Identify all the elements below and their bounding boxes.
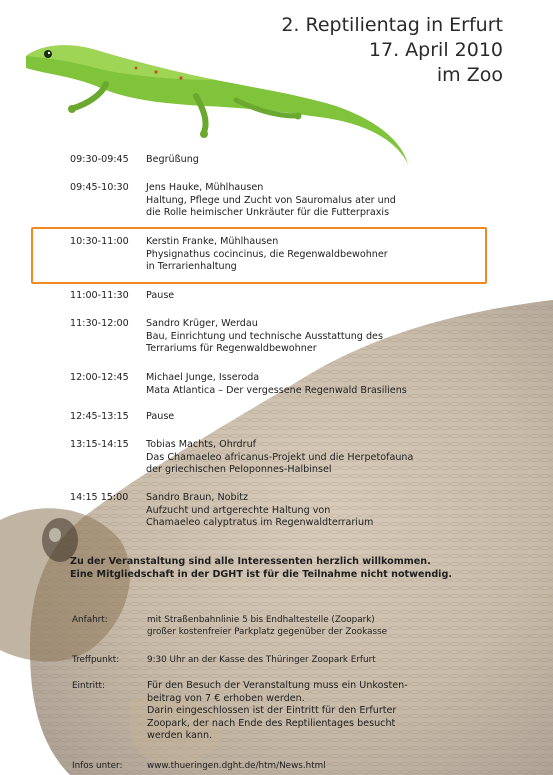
- speaker-name: Sandro Krüger, Werdau: [146, 318, 258, 329]
- infos-url[interactable]: www.thueringen.dght.de/htm/News.html: [147, 761, 326, 771]
- schedule-line: Pause: [146, 411, 175, 422]
- schedule-time: 10:30-11:00: [70, 236, 129, 247]
- speaker-name: Jens Hauke, Mühlhausen: [146, 182, 264, 193]
- welcome-note: Zu der Veranstaltung sind alle Interessenten herzlich willkommen.: [70, 556, 431, 567]
- talk-title: Aufzucht und artgerechte Haltung von: [146, 504, 331, 516]
- talk-title: Mata Atlantica – Der vergessene Regenwald Brasiliens: [146, 384, 407, 396]
- event-location: im Zoo: [436, 64, 503, 86]
- speaker-name: Sandro Braun, Nobitz: [146, 492, 249, 503]
- eintritt-line: Zoopark, der nach Ende des Reptilientages besucht: [147, 717, 396, 729]
- gecko-illustration: [6, 36, 416, 166]
- event-title: 2. Reptilientag in Erfurt: [281, 14, 503, 36]
- talk-title: Bau, Einrichtung und technische Ausstattung des: [146, 330, 383, 342]
- eintritt-line: Darin eingeschlossen ist der Eintritt für den Erfurter: [147, 705, 397, 716]
- schedule-time: 09:45-10:30: [70, 182, 129, 193]
- talk-title: Terrariums für Regenwaldbewohner: [146, 343, 317, 354]
- speaker-name: Michael Junge, Isseroda: [146, 372, 260, 383]
- schedule-line: Pause: [146, 290, 175, 301]
- talk-title: Physignathus cocincinus, die Regenwaldbewohner: [146, 248, 388, 260]
- schedule-time: 11:30-12:00: [70, 318, 129, 329]
- talk-title: in Terrarienhaltung: [146, 261, 237, 272]
- talk-title: die Rolle heimischer Unkräuter für die Futterpraxis: [146, 207, 390, 218]
- eintritt-label: Eintritt:: [72, 681, 105, 691]
- anfahrt-label: Anfahrt:: [72, 615, 108, 625]
- talk-title: Das Chamaeleo africanus-Projekt und die Herpetofauna: [146, 451, 414, 463]
- talk-title: Haltung, Pflege und Zucht von Sauromalus ater und: [146, 194, 396, 206]
- eintritt-text: [147, 680, 477, 743]
- eintritt-line: beitrag von 7 € erhoben werden.: [147, 692, 305, 704]
- schedule-time: 11:00-11:30: [70, 290, 129, 301]
- treffpunkt-label: Treffpunkt:: [72, 655, 120, 665]
- infos-label: Infos unter:: [72, 761, 123, 771]
- schedule-time: 12:00-12:45: [70, 372, 129, 383]
- treffpunkt-text: 9:30 Uhr an der Kasse des Thüringer Zoopark Erfurt: [147, 655, 376, 665]
- anfahrt-line: mit Straßenbahnlinie 5 bis Endhaltestelle (Zoopark): [147, 615, 375, 625]
- anfahrt-line: großer kostenfreier Parkplatz gegenüber der Zookasse: [147, 627, 388, 637]
- schedule-time: 09:30-09:45: [70, 154, 129, 165]
- talk-title: der griechischen Peloponnes-Halbinsel: [146, 464, 332, 475]
- speaker-name: Kerstin Franke, Mühlhausen: [146, 236, 279, 247]
- membership-note: Eine Mitgliedschaft in der DGHT ist für die Teilnahme nicht notwendig.: [70, 569, 452, 580]
- schedule-line: Begrüßung: [146, 154, 199, 165]
- schedule-time: 14:15 15:00: [70, 492, 129, 503]
- eintritt-line: werden kann.: [147, 730, 213, 741]
- anfahrt-text: [147, 614, 477, 638]
- speaker-name: Tobias Machts, Ohrdruf: [146, 439, 257, 450]
- schedule-time: 12:45-13:15: [70, 411, 129, 422]
- eintritt-line: Für den Besuch der Veranstaltung muss ein Unkosten-: [147, 680, 408, 691]
- event-date: 17. April 2010: [368, 39, 503, 61]
- talk-title: Chamaeleo calyptratus im Regenwaldterrarium: [146, 517, 374, 528]
- schedule-time: 13:15-14:15: [70, 439, 129, 450]
